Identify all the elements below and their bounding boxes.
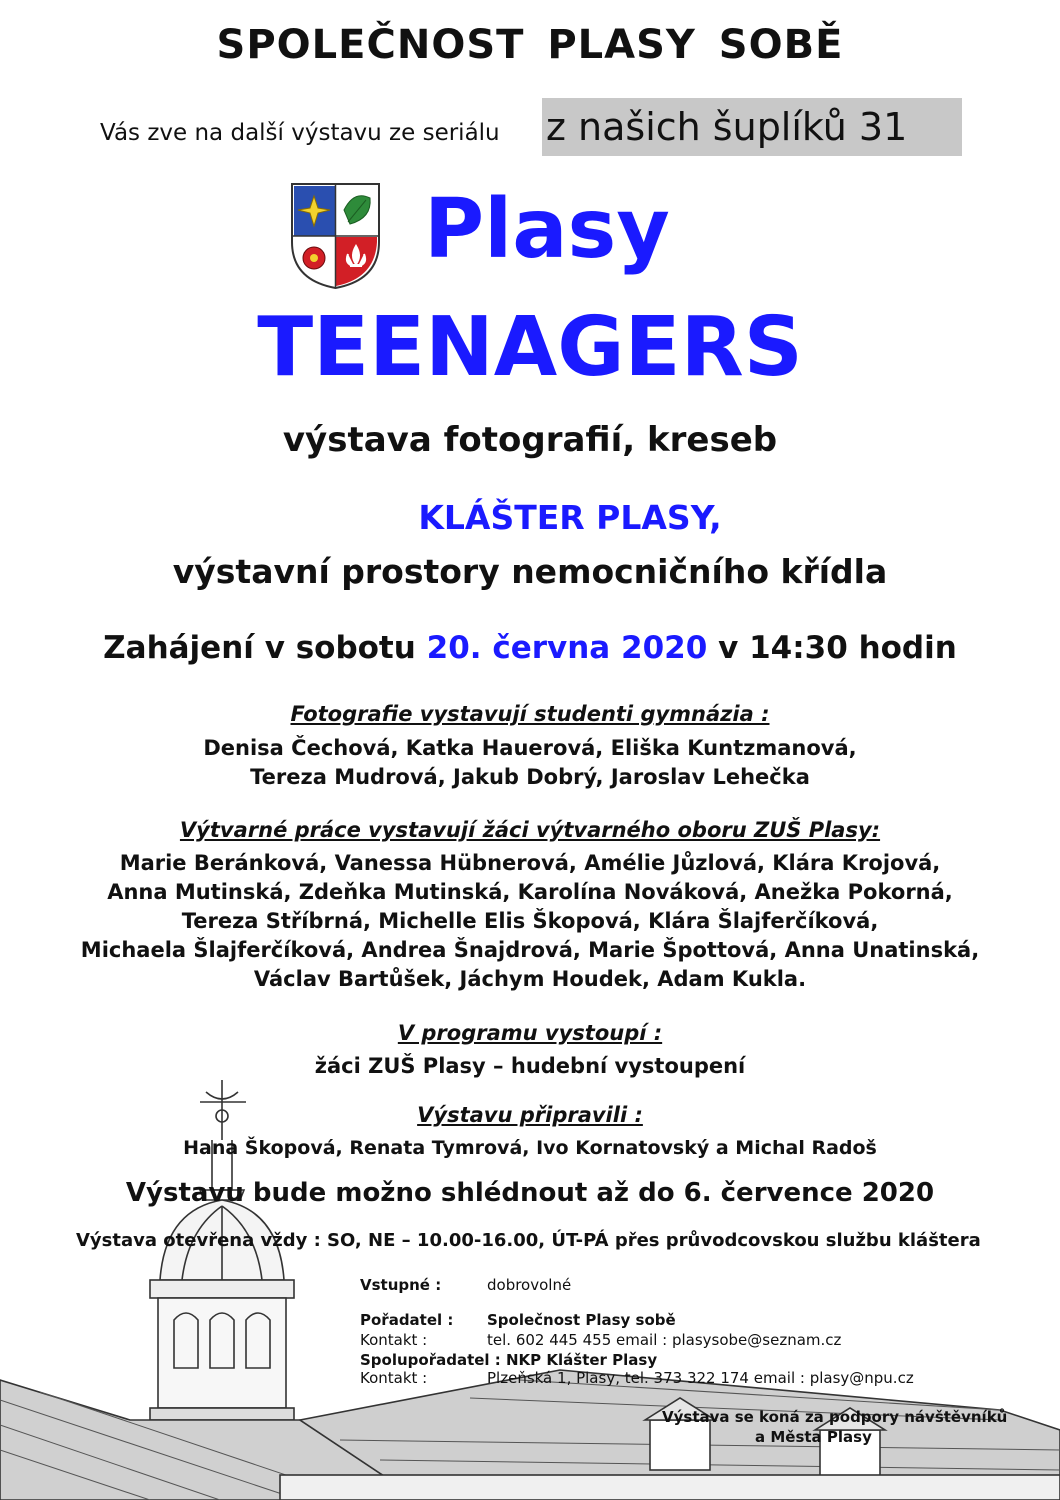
support-line: Výstava se koná za podpory návštěvníků (662, 1408, 1008, 1426)
photos-names-line: Tereza Mudrová, Jakub Dobrý, Jaroslav Lehečka (250, 765, 810, 789)
opening-info (0, 630, 1060, 666)
opening-hours: Výstava otevřena vždy : SO, NE – 10.00-16.00, ÚT-PÁ přes průvodcovskou službu kláštera (76, 1230, 981, 1251)
photos-names-line: Denisa Čechová, Katka Hauerová, Eliška Kuntzmanová, (203, 736, 857, 760)
organizer-contact: tel. 602 445 455 email : plasysobe@seznam.cz (487, 1331, 842, 1349)
invite-text: Vás zve na další výstavu ze seriálu (100, 120, 500, 146)
prepared-text: Hana Škopová, Renata Tymrová, Ivo Kornatovský a Michal Radoš (183, 1137, 877, 1159)
title-teenagers: TEENAGERS (257, 300, 803, 395)
program-heading: V programu vystoupí : (397, 1021, 663, 1045)
opening-time: v 14:30 hodin (718, 630, 957, 666)
prepared-heading: Výstavu připravili : (417, 1103, 643, 1127)
venue-name: KLÁŠTER PLASY, (418, 498, 722, 537)
title-plasy: Plasy (424, 182, 670, 277)
coorganizer-value: NKP Klášter Plasy (506, 1351, 658, 1369)
admission-value: dobrovolné (487, 1276, 572, 1294)
art-names-line: Michaela Šlajferčíková, Andrea Šnajdrová, Marie Špottová, Anna Unatinská, (80, 938, 980, 962)
opening-prefix: Zahájení v sobotu (103, 630, 416, 666)
art-names-line: Anna Mutinská, Zdeňka Mutinská, Karolína Nováková, Anežka Pokorná, (107, 880, 953, 904)
art-names-line: Václav Bartůšek, Jáchym Houdek, Adam Kukla. (253, 967, 807, 991)
contact-label: Kontakt : (360, 1331, 428, 1349)
coorganizer-contact: Plzeňská 1, Plasy, tel. 373 322 174 email : plasy@npu.cz (487, 1369, 914, 1387)
opening-date: 20. června 2020 (426, 630, 708, 666)
coat-of-arms-icon (288, 180, 383, 292)
exhibition-until: Výstavu bude možno shlédnout až do 6. července 2020 (125, 1178, 935, 1208)
art-names-line: Marie Beránková, Vanessa Hübnerová, Amélie Jůzlová, Klára Krojová, (119, 851, 941, 875)
photos-heading: Fotografie vystavují studenti gymnázia : (290, 702, 770, 726)
contact-label: Kontakt : (360, 1369, 428, 1387)
admission-label: Vstupné : (360, 1276, 442, 1294)
venue-location: výstavní prostory nemocničního křídla (172, 552, 888, 591)
support-line: a Města Plasy (755, 1428, 872, 1446)
art-names-line: Tereza Stříbrná, Michelle Elis Škopová, Klára Šlajferčíková, (181, 909, 879, 933)
series-name: z našich šuplíků 31 (542, 98, 962, 156)
coorganizer-label: Spolupořadatel : (360, 1351, 501, 1369)
organizer-value: Společnost Plasy sobě (487, 1311, 676, 1329)
organizer-label: Pořadatel : (360, 1311, 454, 1329)
art-heading: Výtvarné práce vystavují žáci výtvarného oboru ZUŠ Plasy: (179, 818, 881, 842)
program-text: žáci ZUŠ Plasy – hudební vystoupení (314, 1054, 746, 1078)
organization-title: SPOLEČNOST PLASY SOBĚ (216, 22, 844, 68)
subtitle: výstava fotografií, kreseb (282, 420, 778, 460)
